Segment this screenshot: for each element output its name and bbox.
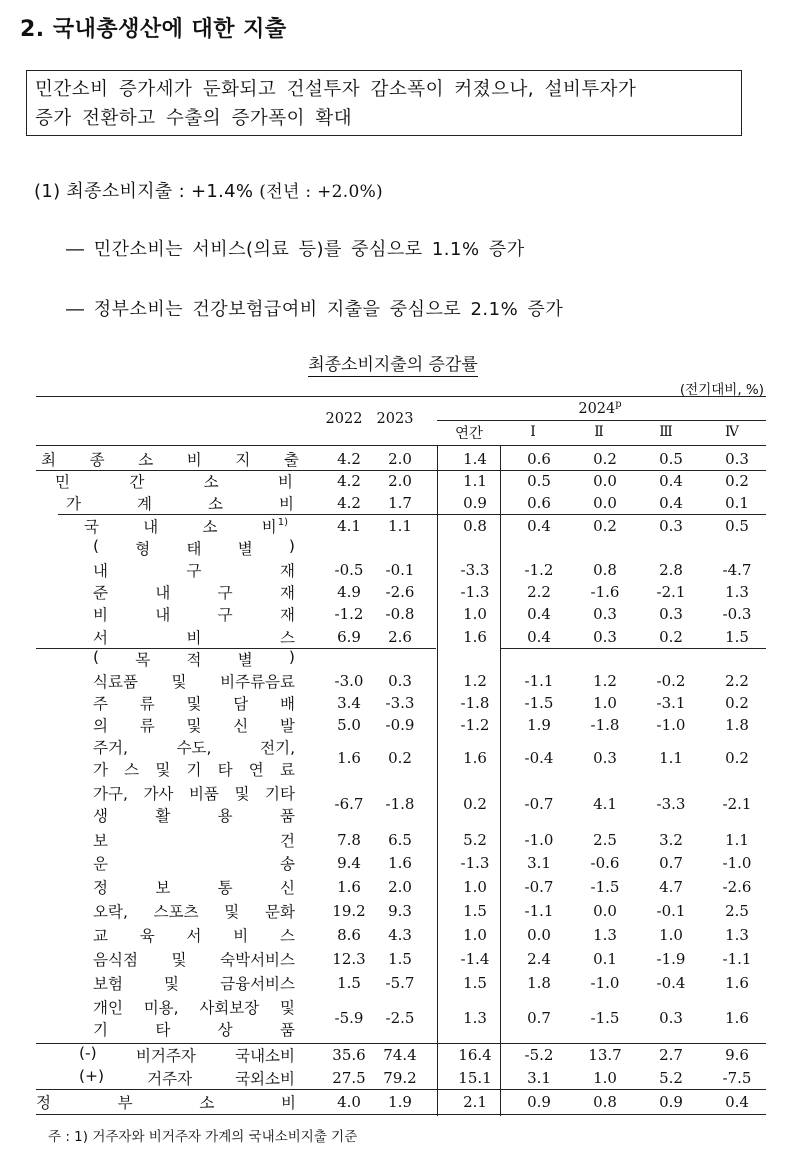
row-value: 0.8	[593, 561, 617, 579]
row-value: 1.3	[593, 926, 617, 944]
row-value: -1.9	[656, 950, 686, 968]
row-label: 음식점 및 숙박서비스	[93, 951, 295, 969]
row-value: 9.6	[725, 1045, 749, 1064]
row-value: -1.2	[334, 605, 364, 623]
row-value: -5.2	[524, 1045, 554, 1064]
row-value: 0.6	[527, 494, 551, 512]
row-value: 3.1	[527, 854, 551, 872]
row-value: -2.6	[385, 583, 415, 601]
row-value: 4.2	[337, 449, 361, 468]
row-value: 0.2	[725, 694, 749, 712]
row-label: 준 내 구 재	[93, 584, 295, 602]
row-value: 0.9	[659, 1093, 683, 1111]
row-value: 0.2	[659, 627, 683, 646]
row-value: 5.2	[463, 831, 487, 849]
header-2024: 2024$^p$	[578, 399, 622, 417]
row-value: -1.8	[590, 716, 620, 734]
row-value: 2.0	[388, 449, 412, 468]
row-value: -1.1	[524, 672, 554, 690]
row-value: 0.1	[725, 494, 749, 512]
row-value: -1.1	[524, 902, 554, 920]
table-row	[36, 559, 766, 581]
subsection-label: (1) 최종소비지출 : +1.4%	[34, 181, 254, 202]
row-value: -3.3	[656, 795, 686, 813]
row-value: 1.1	[725, 831, 749, 849]
row-value: 0.5	[527, 472, 551, 490]
row-value: 1.1	[659, 748, 683, 767]
row-label: 의 류 및 신 발	[93, 717, 295, 735]
row-value: 1.6	[725, 974, 749, 992]
table-row	[36, 1043, 766, 1066]
row-value: 0.9	[527, 1093, 551, 1111]
row-label: 비 내 구 재	[93, 606, 295, 624]
row-value: 0.3	[659, 605, 683, 623]
row-value: 0.8	[463, 516, 487, 535]
row-value: 1.3	[725, 926, 749, 944]
table-row	[36, 875, 766, 899]
row-value: -1.5	[590, 1009, 620, 1027]
table-row	[36, 537, 766, 559]
row-label: 최 종 소 비 지 출	[41, 450, 299, 469]
row-value: -1.5	[524, 694, 554, 712]
row-value: 1.6	[725, 1009, 749, 1027]
table-row	[36, 971, 766, 995]
row-value: 2.4	[527, 950, 551, 968]
table-row	[36, 470, 766, 492]
row-label: 민 간 소 비	[55, 473, 293, 491]
row-value: 1.6	[463, 748, 487, 767]
table-top-rule	[36, 396, 766, 397]
row-value: 0.4	[659, 472, 683, 490]
row-value: 3.2	[659, 831, 683, 849]
table-row	[36, 447, 766, 470]
row-value: 1.0	[593, 1069, 617, 1087]
row-value: 2.5	[725, 902, 749, 920]
row-value: 0.2	[725, 748, 749, 767]
table-row	[36, 923, 766, 947]
table-row	[36, 581, 766, 603]
row-value: -1.4	[460, 950, 490, 968]
row-label: 운 송	[93, 855, 295, 873]
row-label: 보 건	[93, 832, 295, 850]
row-label: (+) 거주자 국외소비	[79, 1067, 295, 1088]
table-row	[36, 995, 766, 1041]
row-value: -1.0	[590, 974, 620, 992]
section-heading: 2. 국내총생산에 대한 지출	[20, 17, 287, 42]
row-value: -4.7	[722, 561, 752, 579]
row-value: 0.3	[593, 605, 617, 623]
table-row	[36, 947, 766, 971]
row-value: -0.6	[590, 854, 620, 872]
table-row	[36, 736, 766, 779]
row-label: (-) 비거주자 국내소비	[79, 1043, 295, 1065]
row-label: 개인 미용, 사회보장 및 기 타 상 품	[93, 999, 295, 1039]
row-value: 1.2	[593, 672, 617, 690]
row-value: 0.4	[527, 516, 551, 535]
row-label: 주 류 및 담 배	[93, 695, 295, 713]
row-label: 서 비 스	[93, 628, 295, 647]
row-value: 4.1	[337, 516, 361, 535]
row-value: 0.4	[527, 627, 551, 646]
row-value: 1.0	[659, 926, 683, 944]
row-value: 2.0	[388, 472, 412, 490]
row-value: -0.2	[656, 672, 686, 690]
row-value: 1.3	[725, 583, 749, 601]
row-value: 4.3	[388, 926, 412, 944]
row-value: 6.9	[337, 627, 361, 646]
row-value: -3.1	[656, 694, 686, 712]
header-q3: Ⅲ	[659, 424, 673, 440]
row-value: 4.1	[593, 795, 617, 813]
subsection-heading	[34, 177, 383, 203]
row-value: 1.5	[337, 974, 361, 992]
row-value: 2.2	[725, 672, 749, 690]
table-row	[36, 514, 766, 537]
row-value: 0.3	[659, 516, 683, 535]
row-value: 15.1	[458, 1069, 492, 1087]
row-value: -3.3	[460, 561, 490, 579]
row-value: 0.2	[593, 516, 617, 535]
header-q2: Ⅱ	[594, 424, 604, 440]
row-label: 오락, 스포츠 및 문화	[93, 903, 295, 921]
row-value: -0.4	[524, 748, 554, 767]
table-row	[36, 692, 766, 714]
row-value: 79.2	[383, 1069, 417, 1087]
table-row	[36, 670, 766, 692]
row-value: 4.9	[337, 583, 361, 601]
row-value: 7.8	[337, 831, 361, 849]
row-value: -2.5	[385, 1009, 415, 1027]
table-row	[36, 851, 766, 875]
header-2022: 2022	[325, 411, 363, 427]
row-value: -2.1	[656, 583, 686, 601]
row-value: 1.5	[463, 902, 487, 920]
row-label: ( 목 적 별 )	[93, 648, 295, 669]
row-label: 교 육 서 비 스	[93, 927, 295, 945]
row-value: -1.3	[460, 854, 490, 872]
row-value: -5.9	[334, 1009, 364, 1027]
row-value: 4.2	[337, 472, 361, 490]
row-value: -0.1	[385, 561, 415, 579]
row-value: 1.1	[463, 472, 487, 490]
row-value: 0.3	[593, 748, 617, 767]
header-annual: 연간	[454, 426, 483, 442]
header-2023: 2023	[376, 411, 414, 427]
row-value: -1.5	[590, 878, 620, 896]
header-q1: Ⅰ	[530, 424, 536, 440]
row-value: 2.1	[463, 1093, 487, 1111]
row-value: 1.0	[463, 605, 487, 623]
row-value: 2.0	[388, 878, 412, 896]
row-value: -1.0	[524, 831, 554, 849]
row-value: 0.7	[527, 1009, 551, 1027]
row-value: 0.2	[725, 472, 749, 490]
row-value: 0.8	[593, 1093, 617, 1111]
table-rule	[36, 648, 436, 649]
row-value: -0.7	[524, 878, 554, 896]
header-bottom-rule	[36, 445, 766, 446]
table-title: 최종소비지출의 증감률	[308, 355, 478, 375]
row-value: 0.3	[388, 672, 412, 690]
row-value: 9.3	[388, 902, 412, 920]
table-rule	[36, 1114, 766, 1115]
row-value: 1.3	[463, 1009, 487, 1027]
bullet-private-consumption: ― 민간소비는 서비스(의료 등)를 중심으로 1.1% 증가	[66, 239, 525, 260]
table-row	[36, 648, 766, 670]
row-value: 0.2	[593, 449, 617, 468]
row-value: 8.6	[337, 926, 361, 944]
summary-line-1: 민간소비 증가세가 둔화되고 건설투자 감소폭이 커졌으나, 설비투자가	[35, 79, 637, 100]
row-value: 1.0	[463, 926, 487, 944]
row-value: 3.1	[527, 1069, 551, 1087]
row-value: 0.6	[527, 449, 551, 468]
row-value: 2.2	[527, 583, 551, 601]
table-rule	[58, 514, 766, 515]
table-rule	[36, 1089, 766, 1090]
year-2024-rule	[437, 420, 766, 421]
row-value: 1.7	[388, 494, 412, 512]
row-value: 1.6	[388, 854, 412, 872]
row-value: 12.3	[332, 950, 366, 968]
row-value: 1.0	[463, 878, 487, 896]
row-value: 35.6	[332, 1045, 366, 1064]
row-value: 1.8	[725, 716, 749, 734]
table-row	[36, 1090, 766, 1114]
row-value: 1.6	[337, 748, 361, 767]
row-value: -6.7	[334, 795, 364, 813]
row-value: -5.7	[385, 974, 415, 992]
row-value: 1.0	[593, 694, 617, 712]
row-value: 0.3	[593, 627, 617, 646]
row-value: 5.0	[337, 716, 361, 734]
table-row	[36, 1066, 766, 1090]
row-value: -1.2	[460, 716, 490, 734]
row-value: 1.2	[463, 672, 487, 690]
row-value: 0.2	[388, 748, 412, 767]
row-value: 4.0	[337, 1093, 361, 1111]
summary-box	[26, 70, 742, 136]
table-rule	[501, 648, 766, 649]
row-label: 국 내 소 비$^{1)}$	[84, 517, 288, 536]
row-value: -0.8	[385, 605, 415, 623]
row-value: 0.0	[593, 494, 617, 512]
row-value: -0.3	[722, 605, 752, 623]
row-value: 27.5	[332, 1069, 366, 1087]
subsection-previous: (전년 : +2.0%)	[259, 182, 383, 202]
row-value: 0.2	[463, 795, 487, 813]
row-value: 19.2	[332, 902, 366, 920]
table-row	[36, 603, 766, 625]
row-label: ( 형 태 별 )	[93, 537, 295, 558]
row-label: 가구, 가사 비품 및 기타 생 활 용 품	[93, 785, 295, 825]
row-label: 식료품 및 비주류음료	[93, 673, 295, 691]
row-value: 0.1	[593, 950, 617, 968]
row-value: 74.4	[383, 1045, 417, 1064]
table-row	[36, 625, 766, 648]
row-value: 3.4	[337, 694, 361, 712]
row-label: 가 계 소 비	[66, 495, 294, 513]
row-value: 1.9	[388, 1093, 412, 1111]
row-value: 13.7	[588, 1045, 622, 1064]
summary-line-2: 증가 전환하고 수출의 증가폭이 확대	[35, 108, 353, 129]
table-rule	[36, 1043, 766, 1044]
row-value: -1.6	[590, 583, 620, 601]
row-value: -3.0	[334, 672, 364, 690]
row-value: -1.0	[656, 716, 686, 734]
row-value: 0.0	[527, 926, 551, 944]
bullet-government-consumption: ― 정부소비는 건강보험급여비 지출을 중심으로 2.1% 증가	[66, 299, 564, 320]
row-value: 1.9	[527, 716, 551, 734]
row-value: 1.5	[388, 950, 412, 968]
row-value: -0.1	[656, 902, 686, 920]
row-value: -1.1	[722, 950, 752, 968]
row-value: 16.4	[458, 1045, 492, 1064]
table-row	[36, 714, 766, 736]
row-value: -1.8	[385, 795, 415, 813]
row-value: -2.1	[722, 795, 752, 813]
table-rule	[36, 470, 766, 471]
row-value: 0.4	[527, 605, 551, 623]
row-value: 0.5	[725, 516, 749, 535]
row-value: -0.9	[385, 716, 415, 734]
row-label: 주거, 수도, 전기, 가 스 및 기 타 연 료	[93, 738, 295, 779]
row-value: 2.8	[659, 561, 683, 579]
row-value: 1.5	[463, 974, 487, 992]
row-value: 6.5	[388, 831, 412, 849]
row-value: 0.0	[593, 902, 617, 920]
row-value: 0.4	[725, 1093, 749, 1111]
row-value: 2.7	[659, 1045, 683, 1064]
row-value: -0.5	[334, 561, 364, 579]
row-value: 0.4	[659, 494, 683, 512]
row-value: -0.4	[656, 974, 686, 992]
table-unit: (전기대비, %)	[679, 382, 764, 398]
row-value: 2.5	[593, 831, 617, 849]
row-value: 0.0	[593, 472, 617, 490]
row-value: 0.9	[463, 494, 487, 512]
row-value: 1.6	[463, 627, 487, 646]
row-value: 0.7	[659, 854, 683, 872]
row-label: 내 구 재	[93, 562, 295, 580]
row-value: -1.0	[722, 854, 752, 872]
table-row	[36, 829, 766, 851]
row-value: -1.3	[460, 583, 490, 601]
row-label: 정 보 통 신	[93, 879, 295, 897]
table-row	[36, 492, 766, 514]
table-row	[36, 779, 766, 829]
row-value: 5.2	[659, 1069, 683, 1087]
table-row	[36, 899, 766, 923]
row-label: 보험 및 금융서비스	[93, 975, 295, 993]
row-value: 1.8	[527, 974, 551, 992]
row-value: -0.7	[524, 795, 554, 813]
row-value: 1.4	[463, 449, 487, 468]
header-q4: Ⅳ	[725, 424, 739, 440]
row-value: -1.8	[460, 694, 490, 712]
table-footnote: 주 : 1) 거주자와 비거주자 가계의 국내소비지출 기준	[48, 1129, 358, 1145]
row-value: -7.5	[722, 1069, 752, 1087]
row-value: 1.5	[725, 627, 749, 646]
row-value: 9.4	[337, 854, 361, 872]
row-value: 1.1	[388, 516, 412, 535]
row-value: 4.2	[337, 494, 361, 512]
row-value: 0.3	[725, 449, 749, 468]
row-value: 2.6	[388, 627, 412, 646]
row-value: -1.2	[524, 561, 554, 579]
row-value: 1.6	[337, 878, 361, 896]
row-value: 0.5	[659, 449, 683, 468]
row-value: -3.3	[385, 694, 415, 712]
row-value: 0.3	[659, 1009, 683, 1027]
row-label: 정 부 소 비	[36, 1094, 296, 1112]
row-value: -2.6	[722, 878, 752, 896]
row-value: 4.7	[659, 878, 683, 896]
